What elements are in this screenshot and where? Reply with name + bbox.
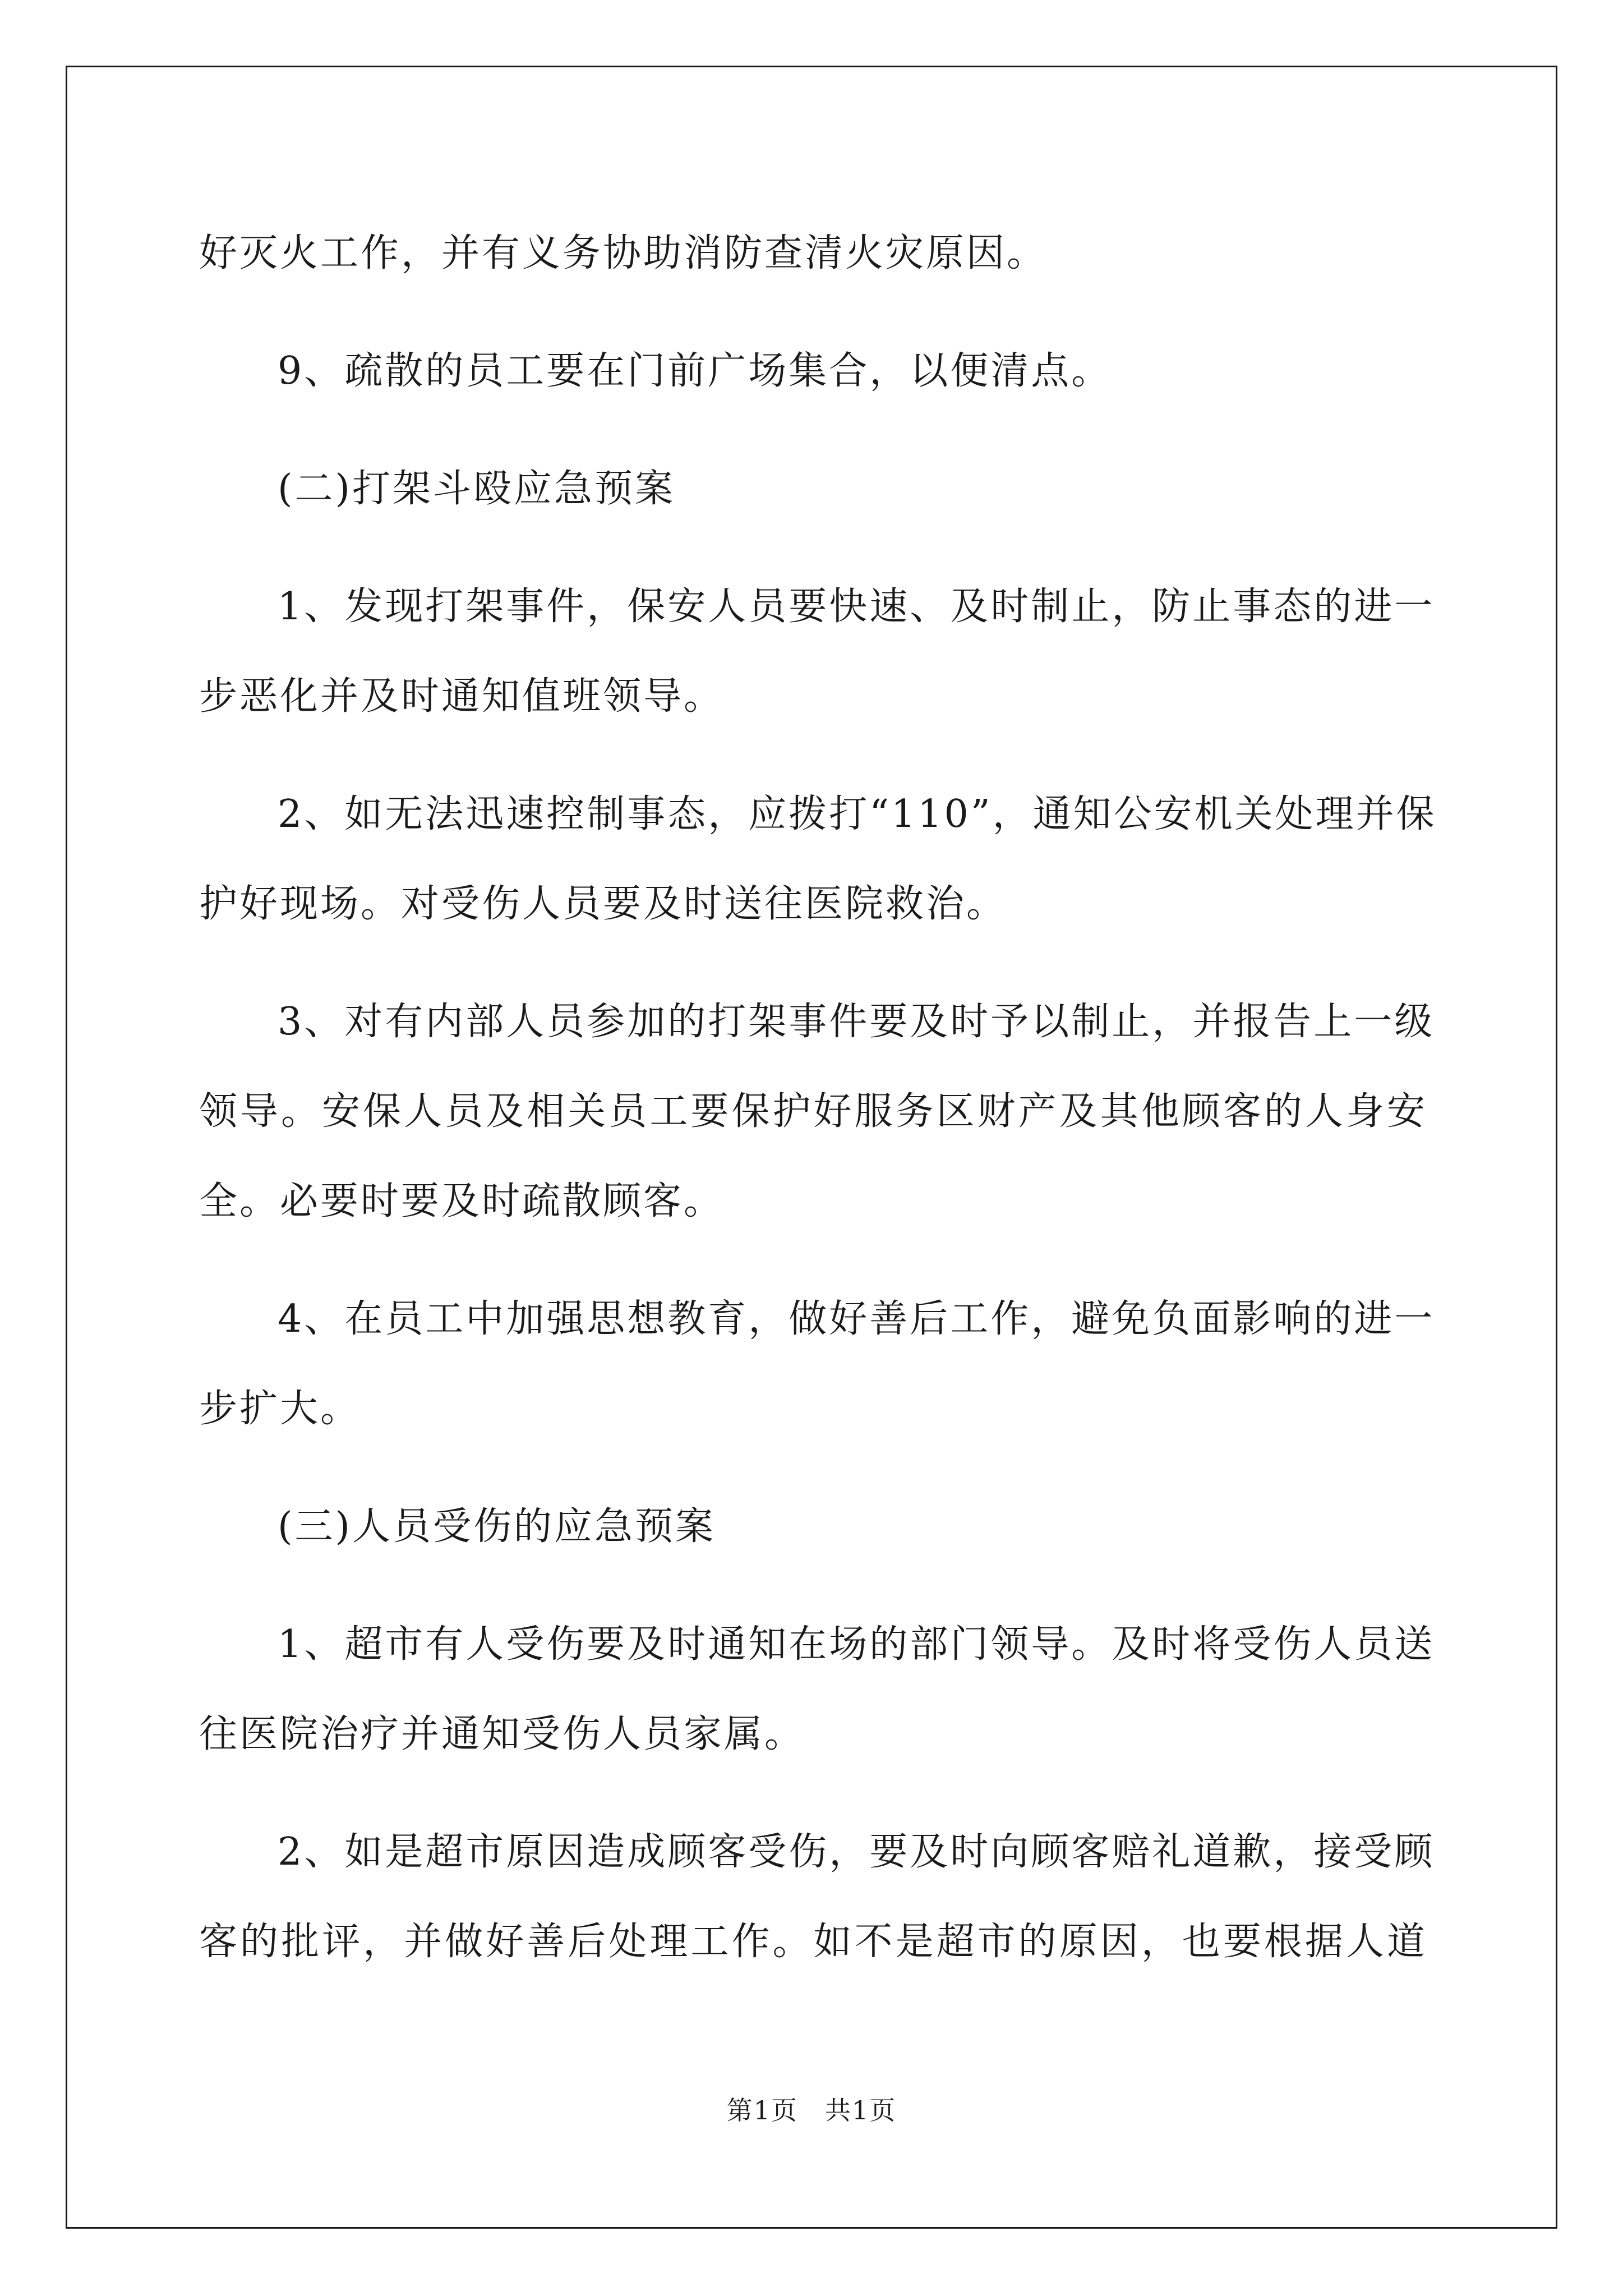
paragraph-gap	[199, 298, 1427, 326]
page-footer: 第1页 共1页	[726, 2095, 897, 2125]
text-line: 2、如无法迅速控制事态，应拨打“110”，通知公安机关处理并保	[278, 792, 1437, 836]
text-line: (三)人员受伤的应急预案	[278, 1504, 716, 1549]
paragraph-gap	[199, 1246, 1427, 1274]
paragraph-gap	[199, 1454, 1427, 1482]
paragraph-gap	[199, 534, 1427, 562]
text-line: 1、发现打架事件，保安人员要快速、及时制止，防止事态的进一	[278, 585, 1435, 629]
paragraph-gap	[199, 949, 1427, 977]
document-body	[199, 209, 1437, 1987]
paragraph-gap	[199, 416, 1427, 444]
text-line: 1、超市有人受伤要及时通知在场的部门领导。及时将受伤人员送	[278, 1622, 1435, 1667]
text-line: 客的批评，并做好善后处理工作。如不是超市的原因，也要根据人道	[199, 1920, 1427, 1964]
paragraph-gap	[199, 1572, 1427, 1600]
text-line: 护好现场。对受伤人员要及时送往医院救治。	[199, 882, 1007, 926]
text-line: 往医院治疗并通知受伤人员家属。	[199, 1712, 805, 1756]
text-line: 好灭火工作，并有义务协助消防查清火灾原因。	[199, 231, 1048, 275]
paragraph-gap	[199, 1779, 1427, 1807]
text-line: 领导。安保人员及相关员工要保护好服务区财产及其他顾客的人身安	[199, 1089, 1427, 1134]
text-line: 2、如是超市原因造成顾客受伤，要及时向顾客赔礼道歉，接受顾	[278, 1830, 1435, 1874]
text-line: (二)打架斗殴应急预案	[278, 467, 676, 511]
text-line: 9、疏散的员工要在门前广场集合，以便清点。	[278, 349, 1112, 393]
text-line: 步恶化并及时通知值班领导。	[199, 674, 725, 719]
text-line: 4、在员工中加强思想教育，做好善后工作，避免负面影响的进一	[278, 1297, 1435, 1341]
text-line: 全。必要时要及时疏散顾客。	[199, 1179, 725, 1223]
text-line: 步扩大。	[199, 1387, 361, 1431]
text-line: 3、对有内部人员参加的打架事件要及时予以制止，并报告上一级	[278, 1000, 1435, 1044]
paragraph-gap	[199, 742, 1427, 770]
